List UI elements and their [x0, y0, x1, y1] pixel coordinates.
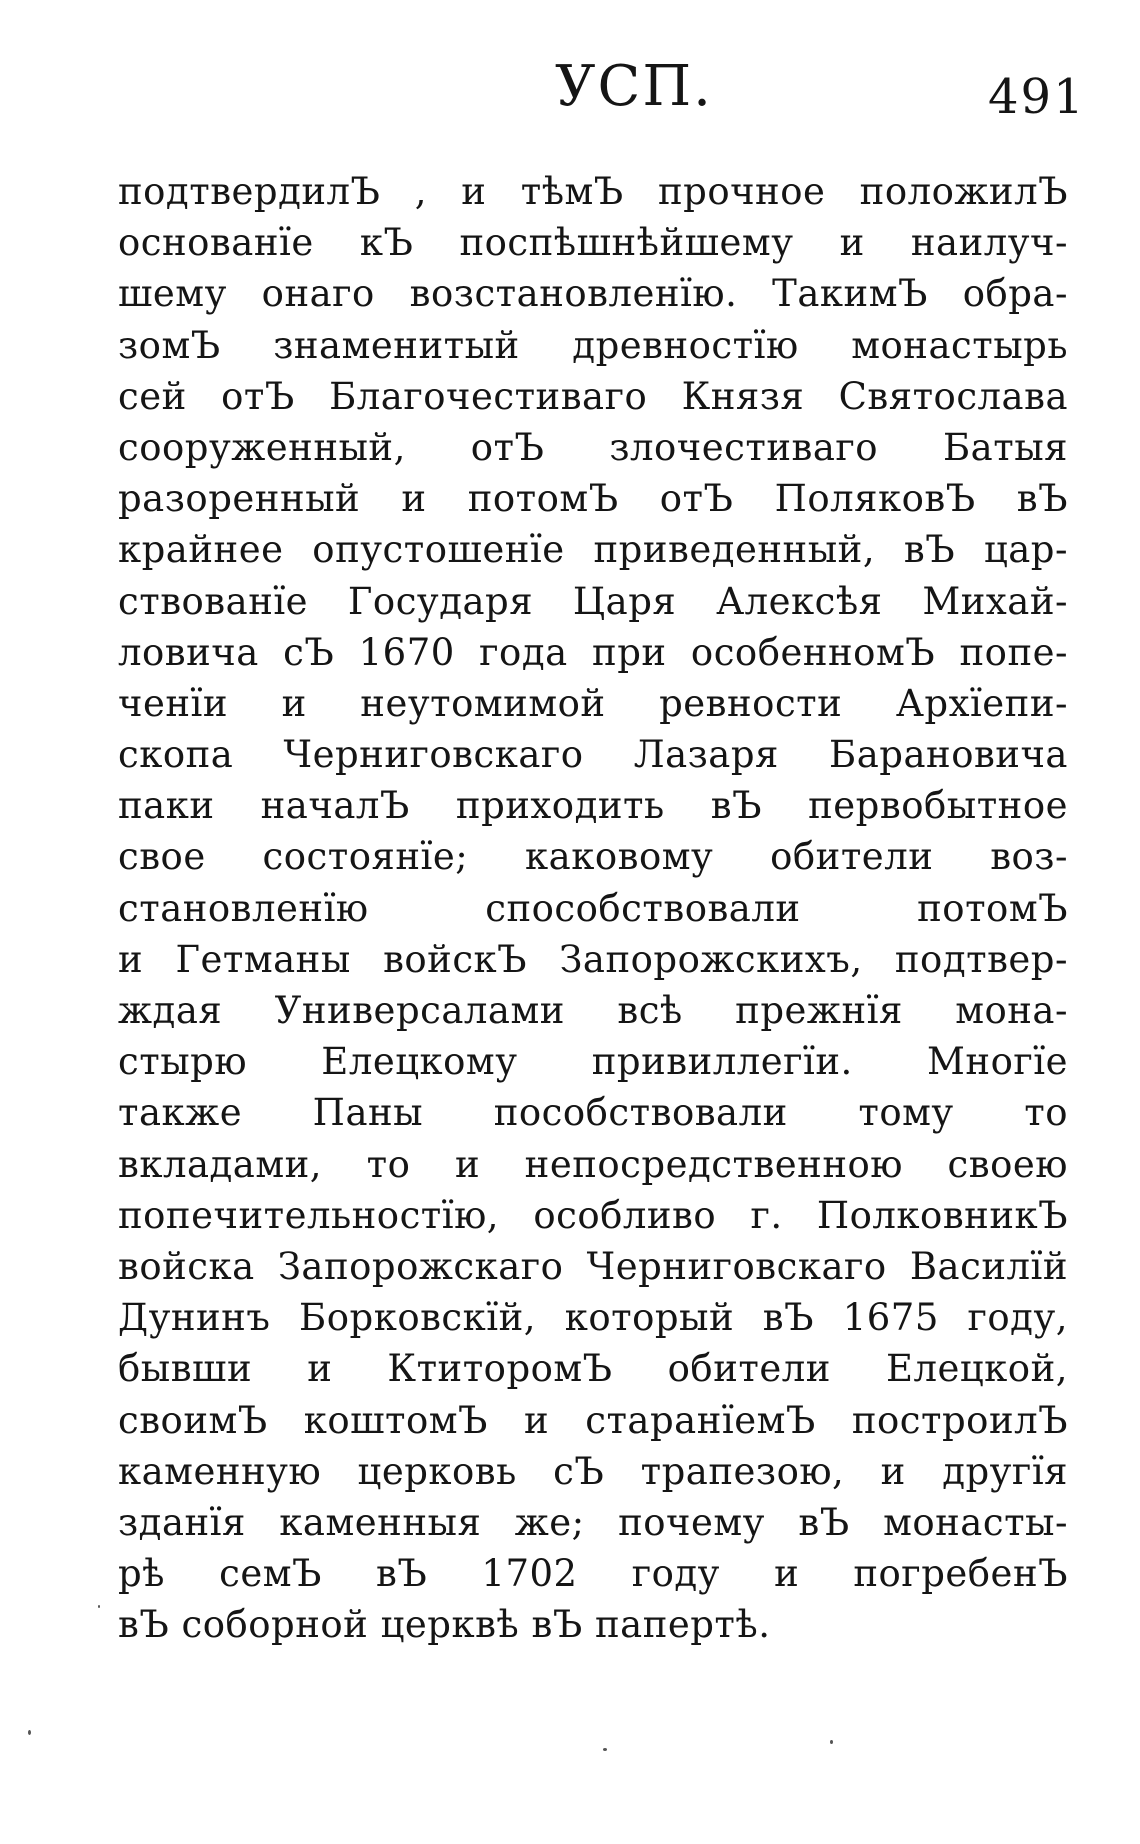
text-line: ждая Универсалами всѣ прежнїя мона-	[118, 989, 1068, 1032]
scan-speck	[603, 1748, 607, 1751]
text-line: войска Запорожскаго Черниговскаго Василїй	[118, 1244, 1068, 1288]
text-line: Дунинъ Борковскїй, который вЪ 1675 году,	[118, 1296, 1068, 1340]
text-line: основанїе кЪ поспѣшнѣйшему и наилуч-	[118, 221, 1068, 265]
text-line: свое состоянїе; каковому обители воз-	[118, 835, 1068, 879]
text-line: своимЪ коштомЪ и старанїемЪ построилЪ	[118, 1398, 1068, 1442]
running-head-title: УСП.	[555, 54, 713, 119]
text-line: разоренный и потомЪ отЪ ПоляковЪ вЪ	[118, 477, 1068, 521]
text-line: вкладами, то и непосредственною своею	[118, 1142, 1068, 1186]
text-line: и Гетманы войскЪ Запорожскихъ, подтвер-	[118, 937, 1068, 981]
text-line: зомЪ знаменитый древностїю монастырь	[118, 323, 1068, 367]
text-line: стырю Елецкому привиллегїи. Многїе	[118, 1040, 1068, 1084]
text-line: также Паны пособствовали тому то	[118, 1091, 1068, 1135]
text-line: попечительностїю, особливо г. ПолковникЪ	[118, 1193, 1068, 1237]
text-line: паки началЪ приходить вЪ первобытное	[118, 784, 1068, 828]
text-line: каменную церковь сЪ трапезою, и другїя	[118, 1449, 1068, 1493]
text-line: становленїю способствовали потомЪ	[118, 886, 1068, 930]
page-number: 491	[988, 69, 1086, 125]
text-line: ствованїе Государя Царя Алексѣя Михай-	[118, 579, 1068, 623]
body-text	[118, 166, 1068, 1650]
text-line-last: вЪ соборной церквѣ вЪ папертѣ.	[118, 1603, 771, 1647]
scan-speck	[830, 1740, 833, 1744]
scan-speck	[98, 1605, 100, 1608]
text-line: подтвердилЪ , и тѣмЪ прочное положилЪ	[118, 170, 1068, 213]
text-line: бывши и КтиторомЪ обители Елецкой,	[118, 1347, 1068, 1391]
text-line: скопа Черниговскаго Лазаря Барановича	[118, 733, 1068, 777]
text-line: сей отЪ Благочестиваго Князя Святослава	[118, 374, 1068, 418]
text-line: сооруженный, отЪ злочестиваго Батыя	[118, 425, 1068, 469]
text-line: ченїи и неутомимой ревности Архїепи-	[118, 681, 1068, 725]
text-line: крайнее опустошенїе приведенный, вЪ цар-	[118, 528, 1068, 572]
text-line: зданїя каменныя же; почему вЪ монасты-	[118, 1500, 1068, 1544]
text-line: ловича сЪ 1670 года при особенномЪ попе-	[118, 630, 1068, 674]
scan-speck	[28, 1730, 31, 1735]
text-line: рѣ семЪ вЪ 1702 году и погребенЪ	[118, 1552, 1068, 1596]
running-head	[0, 52, 1140, 125]
text-line: шему онаго возстановленїю. ТакимЪ обра-	[118, 272, 1068, 316]
